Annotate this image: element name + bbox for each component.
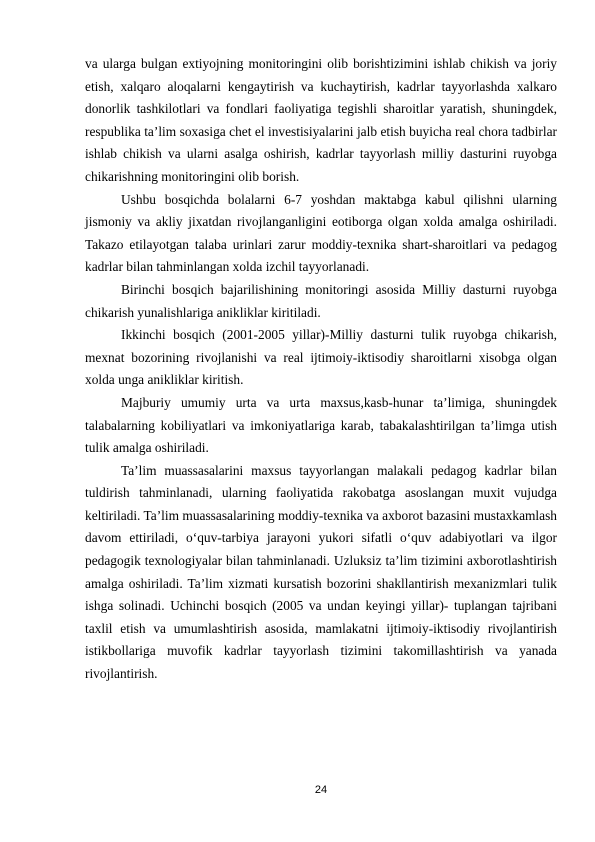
body-text [85, 53, 557, 686]
paragraph-1: va ularga bulgan extiyojning monitoringini olib borishtizimini ishlab chikish va joriy etish, xalqaro aloqalarni kengaytirish va kuchaytirish, kadrlar tayyorlashda xalkaro donorlik tashkilotlari va fondlari faoliyatiga tegishli sharoitlar yaratish, shuningdek, respublika ta’lim soxasiga chet el investisiyalarini jalb etish buyicha real chora tadbirlar ishlab chikish va ularni asalga oshirish, kadrlar tayyorlash milliy dasturini ruyobga chikarishning monitoringini olib borish. [85, 56, 557, 184]
paragraph-3: Birinchi bosqich bajarilishining monitoringi asosida Milliy dasturni ruyobga chikarish yunalishlariga anikliklar kiritiladi. [85, 281, 557, 320]
paragraph-6: Ta’lim muassasalarini maxsus tayyorlangan malakali pedagog kadrlar bilan tuldirish tahminlanadi, ularning faoliyatida rakobatga asoslangan muxit vujudga keltiriladi. Ta’lim muassasalarining moddiy-texnika va axborot bazasini mustaxkamlash davom ettiriladi, o‘quv-tarbiya jarayoni yukori sifatli o‘quv adabiyotlari va ilgor pedagogik texnologiyalar bilan tahminlanadi. Uzluksiz ta’lim tizimini axborotlashtirish amalga oshiriladi. Ta’lim xizmati kursatish bozorini shakllantirish mexanizmlari tulik ishga solinadi. Uchinchi bosqich (2005 va undan keyingi yillar)- tuplangan tajribani taxlil etish va umumlashtirish asosida, mamlakatni ijtimoiy-iktisodiy rivojlantirish istikbollariga muvofik kadrlar tayyorlash tizimini takomillashtirish va yanada rivojlantirish. [85, 462, 557, 682]
page-number: 24 [314, 784, 328, 796]
paragraph-4: Ikkinchi bosqich (2001-2005 yillar)-Milliy dasturni tulik ruyobga chikarish, mexnat bozorining rivojlanishi va real ijtimoiy-iktisodiy sharoitlarni xisobga olgan xolda unga anikliklar kiritish. [85, 327, 557, 388]
paragraph-2: Ushbu bosqichda bolalarni 6-7 yoshdan maktabga kabul qilishni ularning jismoniy va akliy jixatdan rivojlanganligini eotiborga olgan xolda amalga oshiriladi. Takazo etilayotgan talaba urinlari zarur moddiy-texnika shart-sharoitlari va pedagog kadrlar bilan tahminlangan xolda izchil tayyorlanadi. [85, 191, 557, 275]
paragraph-5: Majburiy umumiy urta va urta maxsus,kasb-hunar ta’limiga, shuningdek talabalarning kobiliyatlari va imkoniyatlariga karab, tabakalashtirilgan ta’limga utish tulik amalga oshiriladi. [85, 394, 557, 456]
